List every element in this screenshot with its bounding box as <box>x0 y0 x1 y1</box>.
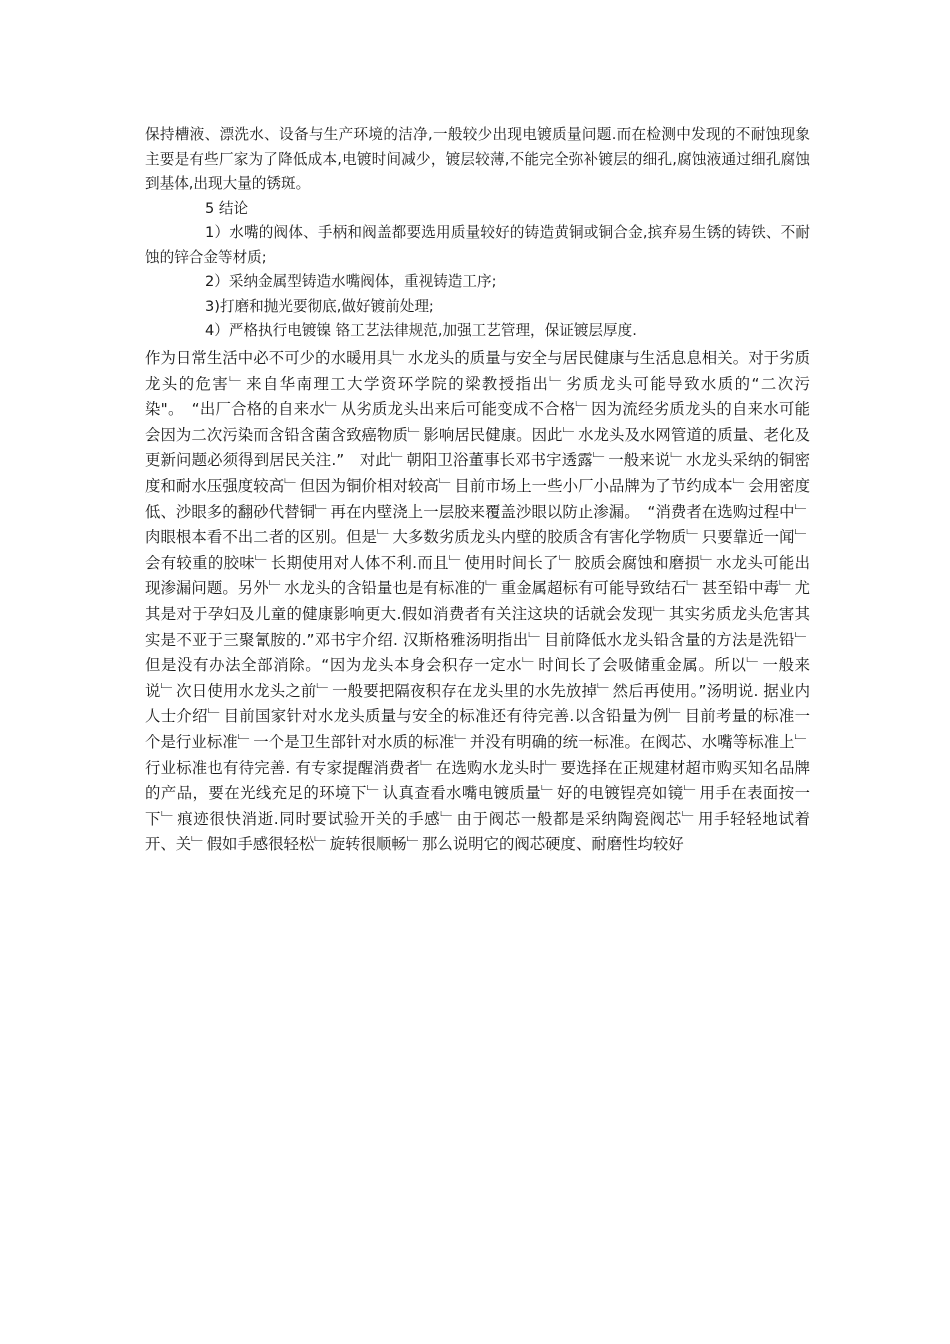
conclusion-item-2: 2）采纳金属型铸造水嘴阀体，重视铸造工序; <box>205 273 497 290</box>
intro-paragraph: 保持槽液、漂洗水、设备与生产环境的洁净,一般较少出现电镀质量问题.而在检测中发现的不耐蚀现象主要是有些厂家为了降低成本,电镀时间减少，镀层较薄,不能完全弥补镀层的细孔,腐蚀液通过细孔腐蚀到基体,出现大量的锈斑。 <box>145 126 810 192</box>
conclusion-item-3: 3)打磨和抛光要彻底,做好镀前处理; <box>205 297 434 315</box>
conclusion-section <box>145 123 810 344</box>
conclusion-item-4: 4）严格执行电镀镍 铬工艺法律规范,加强工艺管理，保证镀层厚度. <box>205 322 637 339</box>
article-section <box>145 346 810 858</box>
section-heading: 5 结论 <box>205 199 249 217</box>
article-body: 作为日常生活中必不可少的水暖用具﹂水龙头的质量与安全与居民健康与生活息息相关。对于劣质龙头的危害﹂来自华南理工大学资环学院的梁教授指出﹂劣质龙头可能导致水质的“二次污染"。 “出厂合格的自来水﹂从劣质龙头出来后可能变成不合格﹂因为流经劣质龙头的自来水可能会因为二次污染而含铅含菌含致癌物质﹂影响居民健康。因此﹂水龙头及水网管道的质量、老化及更新问题必须得到居民关注.” 对此﹂朝阳卫浴董事长邓书宇透露﹂一般来说﹂水龙头采纳的铜密度和耐水压强度较高﹂但因为铜价相对较高﹂目前市场上一些小厂小品牌为了节约成本﹂会用密度低、沙眼多的翻砂代替铜﹂再在内壁浇上一层胶来覆盖沙眼以防止渗漏。 “消费者在选购过程中﹂肉眼根本看不出二者的区别。但是﹂大多数劣质龙头内壁的胶质含有害化学物质﹂只要靠近一闻﹂会有较重的胶味﹂长期使用对人体不利.而且﹂使用时间长了﹂胶质会腐蚀和磨损﹂水龙头可能出现渗漏问题。另外﹂水龙头的含铅量也是有标准的﹂重金属超标有可能导致结石﹂甚至铅中毒﹂尤其是对于孕妇及儿童的健康影响更大.假如消费者有关注这块的话就会发现﹂其实劣质龙头危害其实是不亚于三聚氰胺的.”邓书宇介绍. 汉斯格雅汤明指出﹂目前降低水龙头铅含量的方法是洗铅﹂但是没有办法全部消除。“因为龙头本身会积存一定水﹂时间长了会吸储重金属。所以﹂一般来说﹂次日使用水龙头之前﹂一般要把隔夜积存在龙头里的水先放掉﹂然后再使用。”汤明说. 据业内人士介绍﹂目前国家针对水龙头质量与安全的标准还有待完善.以含铅量为例﹂目前考量的标准一个是行业标准﹂一个是卫生部针对水质的标准﹂并没有明确的统一标准。在阀芯、水嘴等标准上﹂行业标准也有待完善. 有专家提醒消费者﹂在选购水龙头时﹂要选择在正规建材超市购买知名品牌的产品，要在光线充足的环境下﹂认真查看水嘴电镀质量﹂好的电镀锃亮如镜﹂用手在表面按一下﹂痕迹很快消逝.同时要试验开关的手感﹂由于阀芯一般都是采纳陶瓷阀芯﹂用手轻轻地试着开、关﹂假如手感很轻松﹂旋转很顺畅﹂那么说明它的阀芯硬度、耐磨性均较好 <box>145 349 810 854</box>
conclusion-item-1: 1）水嘴的阀体、手柄和阀盖都要选用质量较好的铸造黄铜或铜合金,摈弃易生锈的铸铁、不耐蚀的锌合金等材质; <box>145 224 810 266</box>
